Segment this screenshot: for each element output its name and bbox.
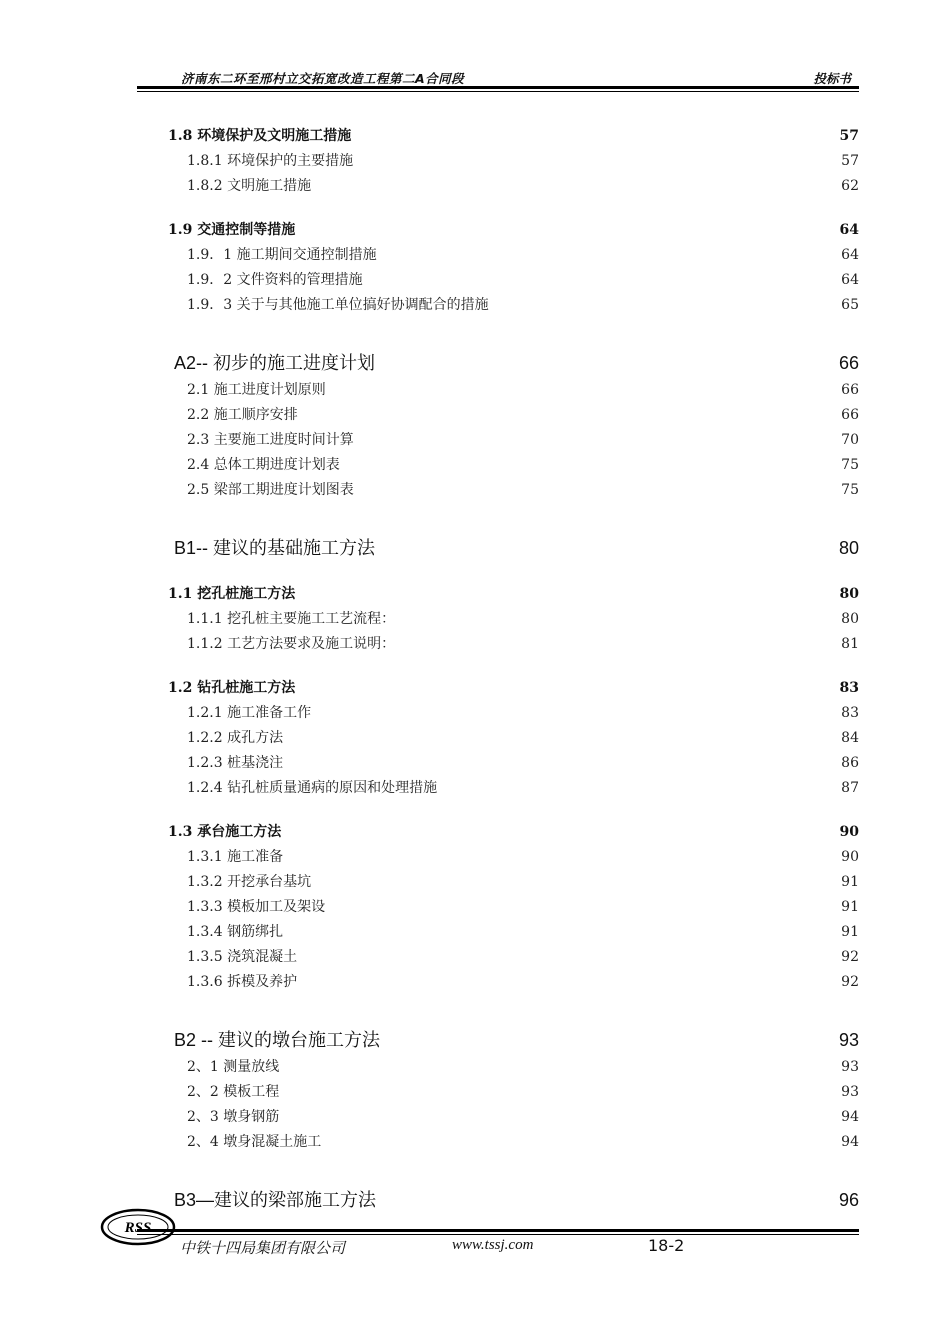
toc-entry-title: 1.3.5 浇筑混凝土	[187, 949, 298, 965]
toc-entry-page: 75	[841, 457, 859, 473]
toc-subsection-entry	[168, 632, 859, 657]
toc-subsection-entry	[168, 701, 859, 726]
toc-entry-title: 1.2.3 桩基浇注	[187, 755, 284, 771]
toc-entry-page: 83	[839, 680, 859, 696]
toc-entry-title: 1.1.2 工艺方法要求及施工说明：	[187, 636, 396, 652]
toc-entry-page: 57	[841, 153, 859, 169]
toc-entry-title: 1.2.1 施工准备工作	[187, 705, 312, 721]
toc-entry-title: 1.8 环境保护及文明施工措施	[168, 128, 352, 144]
toc-entry-page: 80	[839, 586, 859, 602]
toc-entry-title: 1.3.4 钢筋绑扎	[187, 924, 284, 940]
toc-subsection-entry	[168, 751, 859, 776]
toc-entry-title: B2 -- 建议的墩台施工方法	[174, 1030, 381, 1050]
toc-subsection-entry	[168, 378, 859, 403]
toc-subsection-entry	[168, 268, 859, 293]
toc-entry-page: 84	[841, 730, 859, 746]
toc-subsection-entry	[168, 895, 859, 920]
toc-entry-page: 92	[841, 974, 859, 990]
toc-subsection-entry	[168, 243, 859, 268]
footer-company: 中铁十四局集团有限公司	[180, 1239, 346, 1257]
table-of-contents	[168, 124, 859, 1215]
toc-entry-title: 2.4 总体工期进度计划表	[187, 457, 340, 473]
toc-entry-page: 93	[841, 1059, 859, 1075]
toc-subsection-entry	[168, 174, 859, 199]
toc-part-entry	[168, 1025, 859, 1055]
toc-section-entry	[168, 124, 859, 149]
toc-section-entry	[168, 820, 859, 845]
toc-entry-page: 64	[841, 272, 859, 288]
toc-entry-page: 70	[841, 432, 859, 448]
toc-spacer	[168, 503, 859, 533]
toc-spacer	[168, 1155, 859, 1185]
toc-entry-page: 57	[839, 128, 859, 144]
toc-entry-page: 93	[838, 1030, 859, 1050]
toc-entry-title: 2.2 施工顺序安排	[187, 407, 298, 423]
toc-section-entry	[168, 218, 859, 243]
footer-rule-thick	[137, 1229, 859, 1232]
toc-entry-page: 66	[841, 407, 859, 423]
toc-entry-title: 1.9．1 施工期间交通控制措施	[187, 247, 377, 263]
toc-entry-title: 1.1.1 挖孔桩主要施工工艺流程：	[187, 611, 396, 627]
toc-entry-page: 96	[838, 1190, 859, 1210]
toc-entry-title: 2.1 施工进度计划原则	[187, 382, 326, 398]
toc-entry-page: 86	[841, 755, 859, 771]
toc-subsection-entry	[168, 970, 859, 995]
toc-subsection-entry	[168, 1130, 859, 1155]
toc-entry-title: 2、2 模板工程	[187, 1084, 280, 1100]
toc-entry-title: 1.9 交通控制等措施	[168, 222, 296, 238]
toc-entry-title: 1.3.3 模板加工及架设	[187, 899, 326, 915]
toc-entry-page: 66	[838, 353, 859, 373]
toc-subsection-entry	[168, 428, 859, 453]
company-logo	[100, 1208, 176, 1246]
toc-entry-title: 2、4 墩身混凝土施工	[187, 1134, 322, 1150]
toc-entry-title: 1.2.4 钻孔桩质量通病的原因和处理措施	[187, 780, 438, 796]
toc-entry-title: 2.5 梁部工期进度计划图表	[187, 482, 354, 498]
toc-entry-page: 93	[841, 1084, 859, 1100]
page-number: 18-2	[648, 1236, 685, 1255]
toc-entry-title: 1.9．2 文件资料的管理措施	[187, 272, 363, 288]
toc-entry-title: A2-- 初步的施工进度计划	[174, 353, 376, 373]
toc-subsection-entry	[168, 726, 859, 751]
logo-text: RSS	[124, 1220, 152, 1236]
header-rule-thick	[137, 86, 859, 89]
toc-subsection-entry	[168, 453, 859, 478]
toc-subsection-entry	[168, 403, 859, 428]
toc-section-entry	[168, 676, 859, 701]
toc-entry-page: 66	[841, 382, 859, 398]
toc-part-entry	[168, 533, 859, 563]
toc-subsection-entry	[168, 149, 859, 174]
document-type: 投标书	[813, 71, 851, 86]
toc-entry-page: 75	[841, 482, 859, 498]
toc-entry-page: 64	[841, 247, 859, 263]
toc-subsection-entry	[168, 776, 859, 801]
toc-spacer	[168, 199, 859, 218]
toc-entry-page: 90	[839, 824, 859, 840]
toc-entry-title: 1.9．3 关于与其他施工单位搞好协调配合的措施	[187, 297, 489, 313]
toc-entry-title: 1.2 钻孔桩施工方法	[168, 680, 296, 696]
toc-entry-page: 91	[841, 874, 859, 890]
toc-entry-page: 81	[841, 636, 859, 652]
toc-entry-page: 64	[839, 222, 859, 238]
toc-subsection-entry	[168, 293, 859, 318]
toc-entry-title: 2、1 测量放线	[187, 1059, 280, 1075]
toc-entry-page: 83	[841, 705, 859, 721]
toc-subsection-entry	[168, 845, 859, 870]
toc-subsection-entry	[168, 1080, 859, 1105]
toc-entry-title: 1.8.2 文明施工措施	[187, 178, 312, 194]
toc-entry-title: 1.1 挖孔桩施工方法	[168, 586, 296, 602]
footer-rule-thin	[137, 1234, 859, 1235]
toc-part-entry	[168, 1185, 859, 1215]
toc-entry-title: 1.3.2 开挖承台基坑	[187, 874, 312, 890]
toc-entry-page: 80	[838, 538, 859, 558]
toc-entry-page: 94	[841, 1109, 859, 1125]
toc-subsection-entry	[168, 607, 859, 632]
toc-spacer	[168, 657, 859, 676]
toc-entry-page: 92	[841, 949, 859, 965]
toc-part-entry	[168, 348, 859, 378]
toc-entry-title: 1.3.1 施工准备	[187, 849, 284, 865]
toc-subsection-entry	[168, 920, 859, 945]
toc-subsection-entry	[168, 1105, 859, 1130]
header-rule-thin	[137, 91, 859, 92]
toc-entry-title: B1-- 建议的基础施工方法	[174, 538, 376, 558]
toc-entry-title: 2、3 墩身钢筋	[187, 1109, 280, 1125]
toc-entry-page: 65	[841, 297, 859, 313]
toc-entry-page: 62	[841, 178, 859, 194]
toc-subsection-entry	[168, 1055, 859, 1080]
toc-entry-title: 2.3 主要施工进度时间计算	[187, 432, 354, 448]
toc-spacer	[168, 563, 859, 582]
toc-entry-page: 87	[841, 780, 859, 796]
toc-entry-page: 91	[841, 924, 859, 940]
toc-entry-title: 1.3 承台施工方法	[168, 824, 282, 840]
toc-entry-title: 1.2.2 成孔方法	[187, 730, 284, 746]
toc-subsection-entry	[168, 870, 859, 895]
toc-entry-page: 90	[841, 849, 859, 865]
toc-entry-title: B3—建议的梁部施工方法	[174, 1190, 377, 1210]
toc-subsection-entry	[168, 478, 859, 503]
toc-spacer	[168, 318, 859, 348]
toc-section-entry	[168, 582, 859, 607]
toc-spacer	[168, 801, 859, 820]
toc-entry-title: 1.8.1 环境保护的主要措施	[187, 153, 354, 169]
toc-entry-page: 94	[841, 1134, 859, 1150]
toc-entry-page: 80	[841, 611, 859, 627]
toc-entry-page: 91	[841, 899, 859, 915]
toc-entry-title: 1.3.6 拆模及养护	[187, 974, 298, 990]
footer-url: www.tssj.com	[452, 1237, 534, 1253]
toc-spacer	[168, 995, 859, 1025]
project-title: 济南东二环至邢村立交拓宽改造工程第二A合同段	[181, 71, 465, 86]
toc-subsection-entry	[168, 945, 859, 970]
